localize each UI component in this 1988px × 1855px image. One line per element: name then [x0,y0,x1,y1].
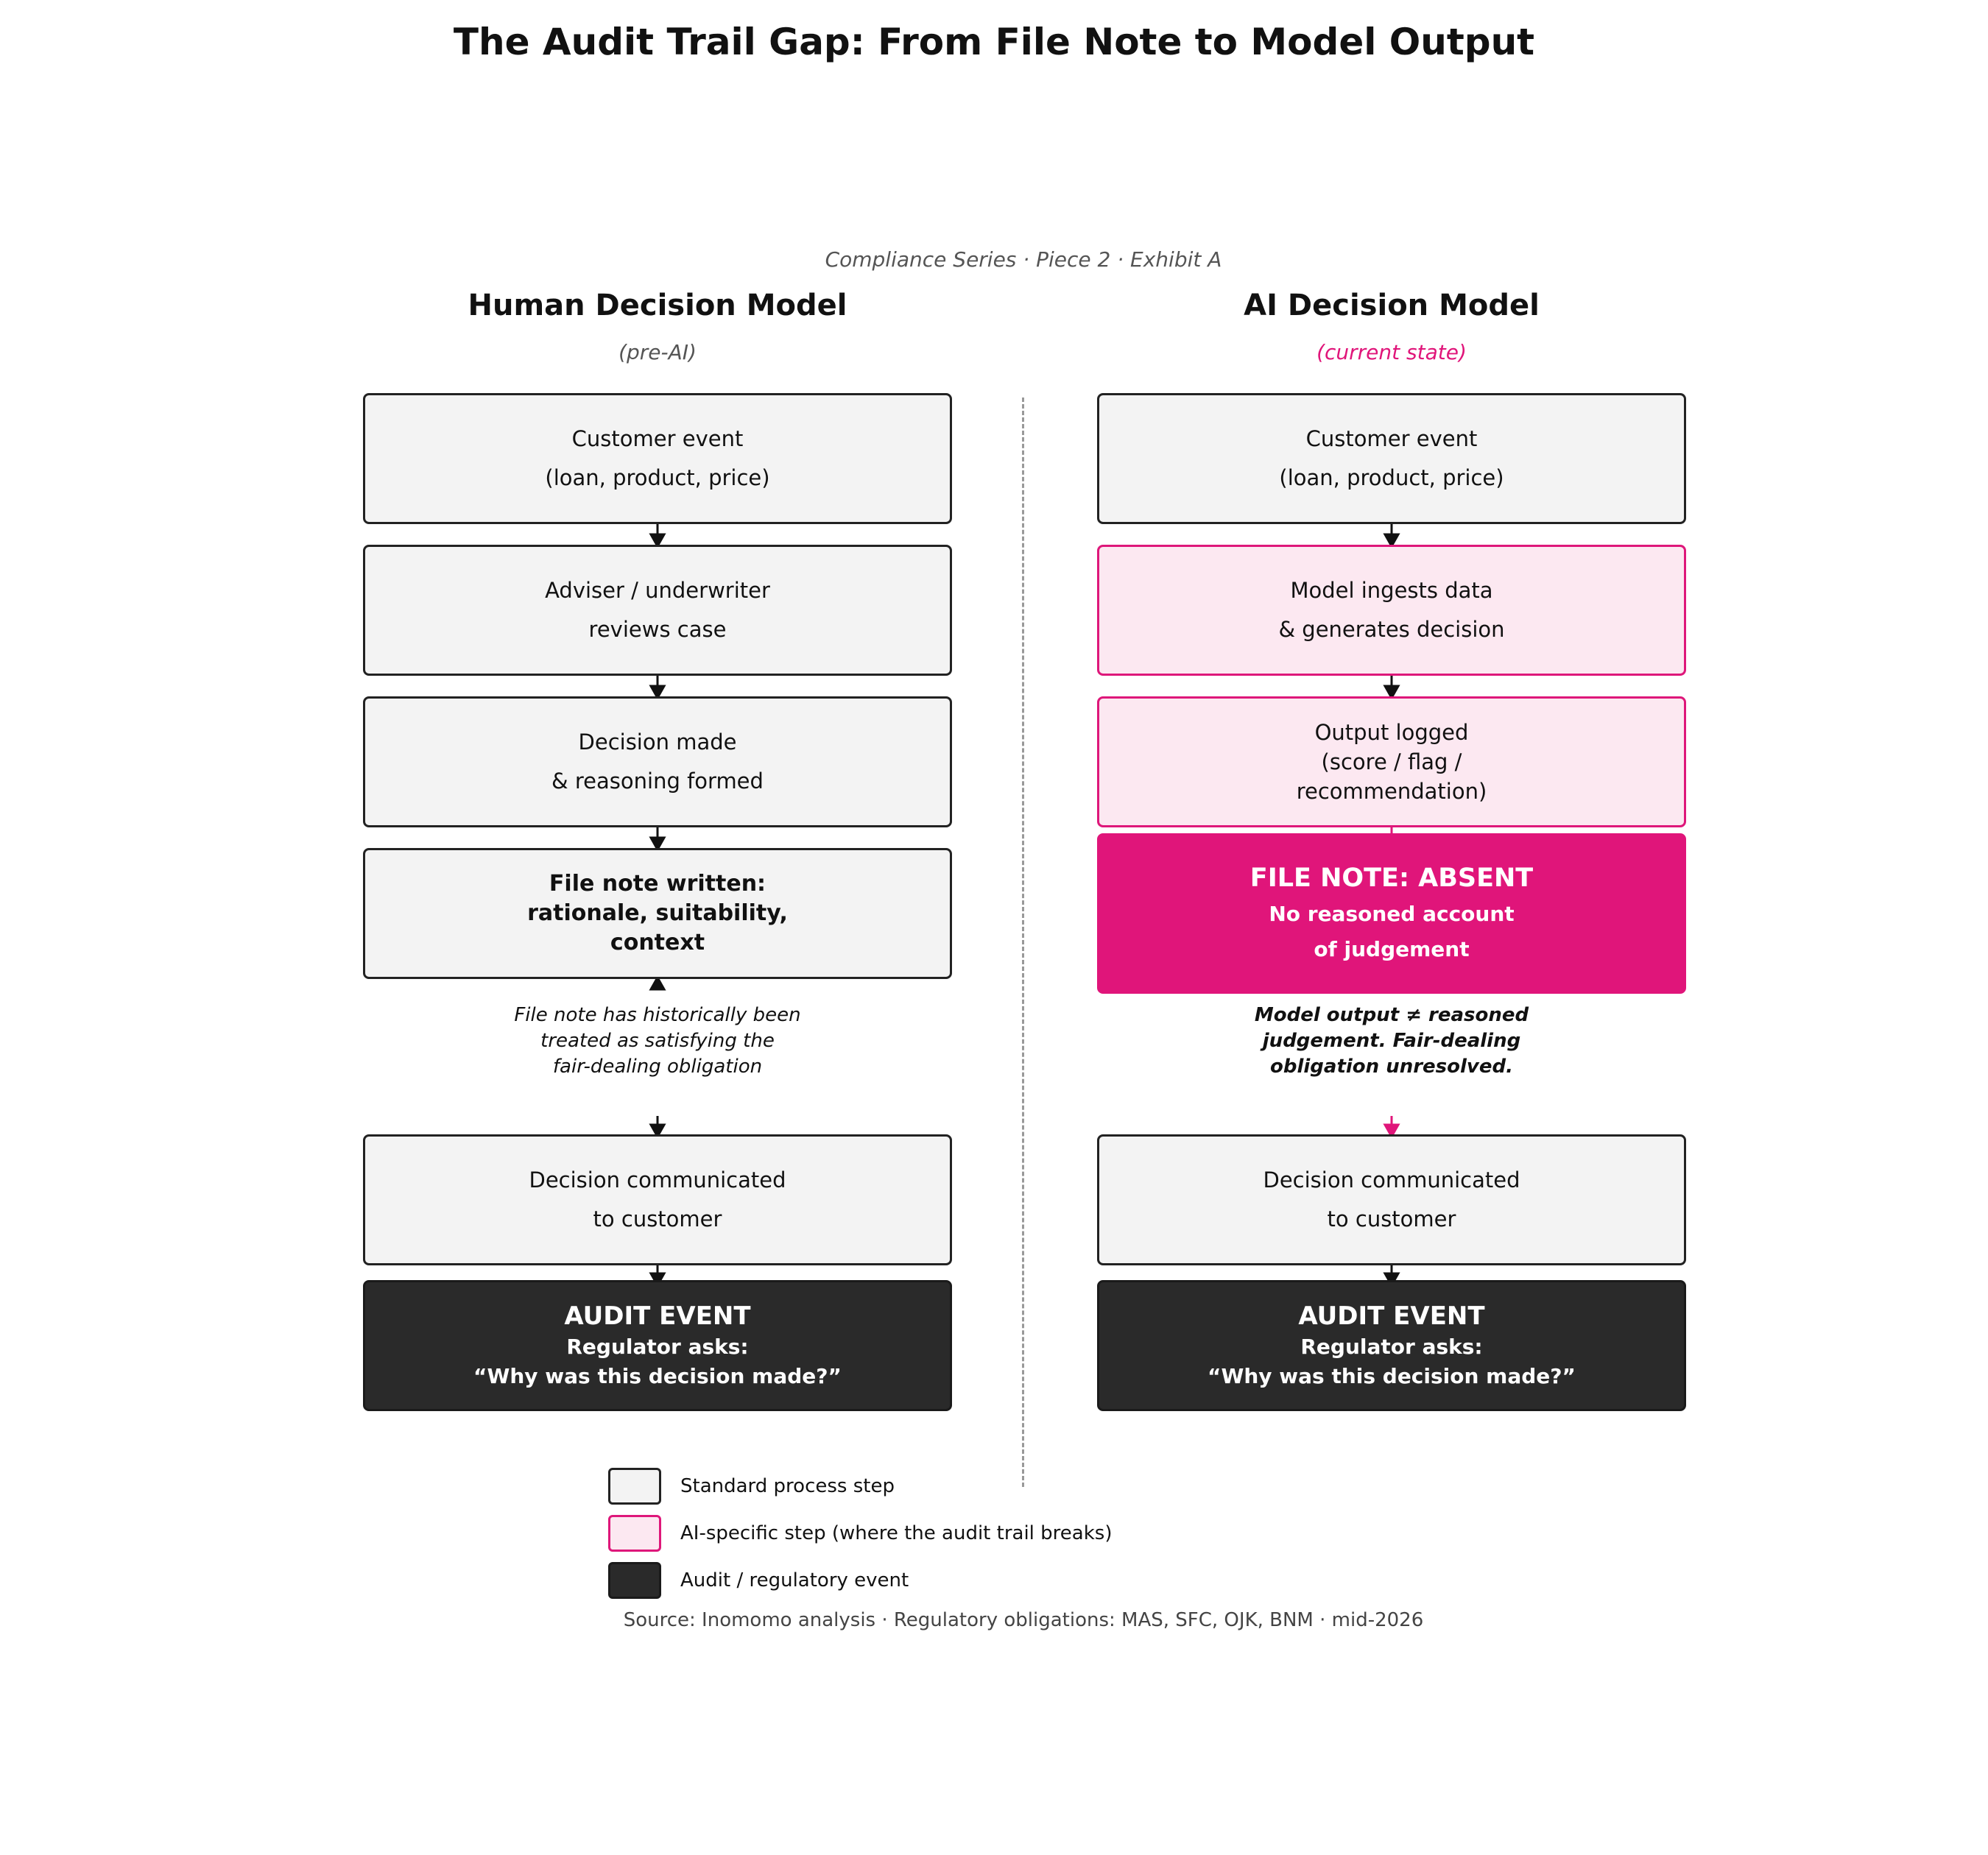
step-label: Model ingests data [1290,578,1493,603]
step-label: & reasoning formed [551,768,764,794]
step-label: “Why was this decision made?” [1208,1364,1576,1388]
left-column-subheading: (pre-AI) [618,340,697,364]
arrowhead [651,978,664,989]
right-step-model [1097,545,1686,676]
annotation-line: treated as satisfying the [540,1030,775,1052]
step-label: (loan, product, price) [1279,465,1504,490]
left-step-audit-event [363,1280,952,1411]
left-step-communicated [363,1134,952,1265]
step-label: Regulator asks: [1300,1335,1483,1359]
step-label: “Why was this decision made?” [473,1364,842,1388]
step-label: AUDIT EVENT [1298,1301,1485,1331]
annotation-line: Model output ≠ reasoned [1254,1004,1529,1026]
step-label: (score / flag / [1321,749,1462,774]
right-column-heading: AI Decision Model [1244,289,1540,322]
left-annotation [363,1003,952,1080]
left-column-heading: Human Decision Model [468,289,847,322]
step-label: Adviser / underwriter [545,578,770,603]
right-annotation [1097,1003,1686,1080]
exhibit-subtitle: Compliance Series · Piece 2 · Exhibit A [825,247,1222,272]
step-label: Customer event [1305,426,1478,451]
left-step-decision [363,696,952,827]
annotation-line: fair-dealing obligation [552,1056,763,1078]
step-label: Decision made [578,729,737,755]
left-step-review [363,545,952,676]
step-label: No reasoned account [1269,902,1515,926]
step-label: to customer [1327,1206,1456,1232]
step-label: context [610,930,705,955]
legend-label-audit: Audit / regulatory event [680,1569,909,1591]
right-step-output-logged [1097,696,1686,827]
annotation-line: obligation unresolved. [1269,1056,1513,1078]
left-step-customer-event [363,393,952,524]
step-label: rationale, suitability, [527,900,788,926]
step-label: Decision communicated [1263,1167,1520,1192]
step-label: FILE NOTE: ABSENT [1249,863,1534,893]
legend-swatch-standard [608,1468,661,1505]
left-step-file-note [363,848,952,979]
right-step-audit-event [1097,1280,1686,1411]
step-label: Output logged [1314,720,1469,745]
right-step-file-note-absent [1097,833,1686,994]
right-step-communicated [1097,1134,1686,1265]
step-label: & generates decision [1278,617,1505,642]
step-label: of judgement [1314,937,1470,961]
legend-swatch-ai-step [608,1515,661,1552]
right-accent-arrow [1385,1116,1398,1137]
legend-label-ai-step: AI-specific step (where the audit trail breaks) [680,1522,1113,1544]
source-note: Source: Inomomo analysis · Regulatory obligations: MAS, SFC, OJK, BNM · mid-2026 [623,1609,1424,1631]
step-label: to customer [593,1206,722,1232]
step-label: Customer event [571,426,744,451]
step-label: File note written: [549,871,766,897]
right-step-customer-event [1097,393,1686,524]
page-title: The Audit Trail Gap: From File Note to Model Output [453,21,1535,63]
legend-label-standard: Standard process step [680,1475,895,1497]
step-label: reviews case [588,617,727,642]
legend-swatch-audit [608,1562,661,1599]
annotation-line: judgement. Fair-dealing [1262,1030,1521,1052]
step-label: Decision communicated [529,1167,786,1192]
step-label: AUDIT EVENT [564,1301,751,1331]
step-label: (loan, product, price) [545,465,770,490]
right-column-subheading: (current state) [1316,340,1467,364]
step-label: recommendation) [1296,779,1487,804]
step-label: Regulator asks: [566,1335,749,1359]
annotation-line: File note has historically been [514,1004,801,1026]
